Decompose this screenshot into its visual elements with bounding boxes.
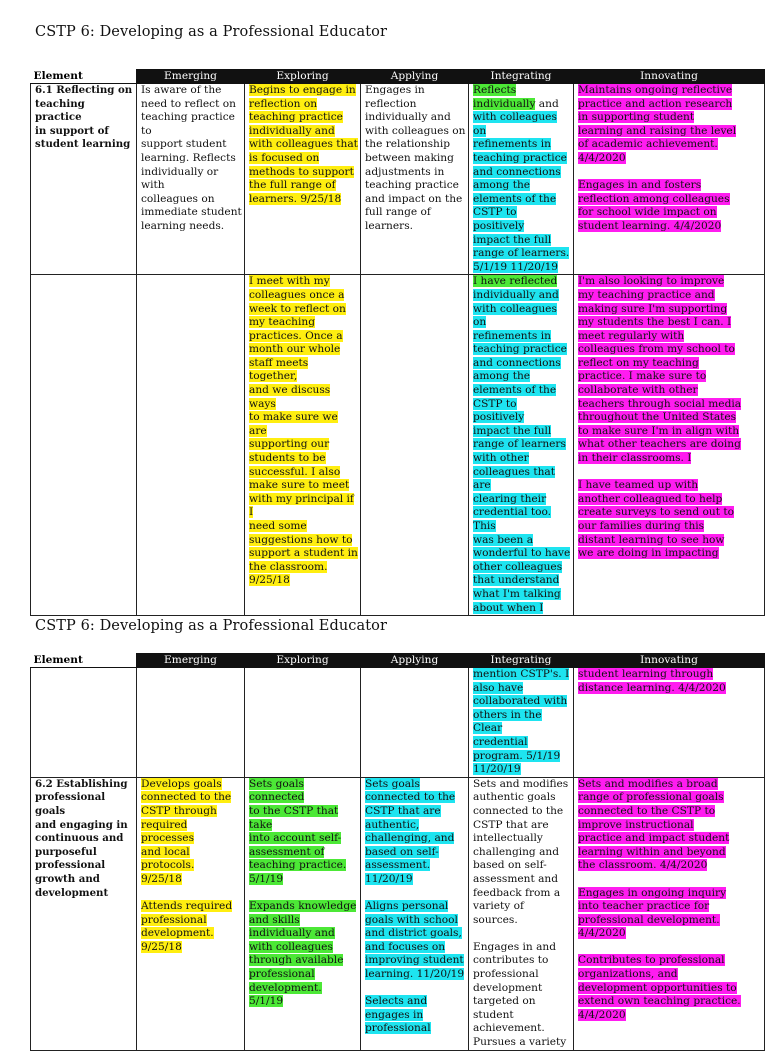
text-line: Expands knowledge xyxy=(249,900,357,913)
text-line: collaborated with xyxy=(473,695,568,708)
rubric-cell-integrating xyxy=(469,777,574,1050)
text-line: need to reflect on xyxy=(141,97,236,110)
text-line: impact the full xyxy=(473,424,552,437)
column-header-element: Element xyxy=(31,654,137,668)
text-line: practice and impact student xyxy=(578,832,730,845)
text-line: based on self- xyxy=(473,859,547,872)
text-line: development xyxy=(473,981,543,994)
text-line: CSTP through xyxy=(141,804,217,817)
text-line: Engages in and xyxy=(473,940,557,953)
text-line: targeted on xyxy=(473,995,536,1008)
text-line: goals with school xyxy=(365,913,458,926)
text-line: growth and xyxy=(35,872,100,885)
rubric-cell-exploring xyxy=(245,84,361,275)
text-line: Sets goals xyxy=(365,777,420,790)
text-line: practice and action research xyxy=(578,97,733,110)
text-line: the classroom. xyxy=(249,560,328,573)
text-line: my teaching xyxy=(249,316,315,329)
text-line: learning needs. xyxy=(141,219,225,232)
rubric-cell-innovating xyxy=(574,668,765,778)
text-line: into teacher practice for xyxy=(578,900,710,913)
text-line: variety of sources. xyxy=(473,900,524,926)
text-line: month our whole xyxy=(249,343,341,356)
text-line: improve instructional xyxy=(578,818,694,831)
text-line: connected to the xyxy=(141,791,232,804)
text-line: student learning xyxy=(35,138,131,151)
text-line: in their classrooms. I xyxy=(578,452,692,465)
text-line: our families during this xyxy=(578,520,705,532)
text-line: and impact on the xyxy=(365,192,463,205)
text-line: range of learners xyxy=(473,438,566,451)
text-line: I have teamed up with xyxy=(578,479,699,492)
text-line: professional xyxy=(249,968,315,981)
text-line: Selects and xyxy=(365,995,428,1008)
rubric-table xyxy=(30,69,765,616)
text-line: individually and xyxy=(249,124,335,137)
text-line: CSTP to positively xyxy=(473,397,525,424)
rubric-cell-emerging xyxy=(137,668,245,778)
column-header-element: Element xyxy=(31,70,137,84)
text-line: among the xyxy=(473,179,531,192)
text-line: 4/4/2020 xyxy=(578,927,626,940)
text-line: colleagues on xyxy=(141,192,215,205)
text-line: CSTP that are xyxy=(365,804,441,817)
table-row xyxy=(31,777,765,1050)
rubric-cell-exploring xyxy=(245,275,361,616)
text-line: create surveys to send out to xyxy=(578,506,734,519)
rubric-cell-exploring xyxy=(245,777,361,1050)
text-line: and local protocols. xyxy=(141,845,195,872)
text-line: based on self- xyxy=(365,845,439,858)
text-line: immediate student xyxy=(141,206,242,219)
text-line: the full range of xyxy=(249,179,336,192)
text-line: with colleagues that xyxy=(249,138,358,151)
text-line: individually and xyxy=(365,111,451,124)
text-line: assessment of xyxy=(249,845,325,858)
text-line: through available xyxy=(249,954,344,967)
column-header-exploring: Exploring xyxy=(245,654,361,668)
text-line: 4/4/2020 xyxy=(578,151,626,164)
table-row xyxy=(31,668,765,778)
text-line: reflection among colleagues xyxy=(578,192,730,205)
text-line: mention CSTP's. I xyxy=(473,668,570,680)
element-label-cell xyxy=(31,84,137,275)
text-line: 5/1/19 xyxy=(249,872,284,885)
text-line: professional xyxy=(473,968,539,981)
text-line: student xyxy=(473,1008,514,1021)
text-line: required processes xyxy=(141,818,195,845)
text-line: week to reflect on xyxy=(249,302,346,315)
text-line: for school wide impact on xyxy=(578,206,717,219)
rubric-cell-innovating xyxy=(574,84,765,275)
text-line: colleagues once a xyxy=(249,288,345,301)
text-line: purposeful xyxy=(35,845,97,858)
text-line: staff meets together, xyxy=(249,356,309,383)
text-line: professional xyxy=(141,913,207,926)
text-line: continuous and xyxy=(35,832,124,845)
text-line: reflection xyxy=(365,97,417,110)
rubric-cell-innovating xyxy=(574,777,765,1050)
text-line: with colleagues on xyxy=(473,111,557,137)
text-line: connected to the xyxy=(365,791,456,804)
text-line: elements of the xyxy=(473,192,557,205)
text-line: reflection on xyxy=(249,97,318,110)
column-header-exploring: Exploring xyxy=(245,70,361,84)
text-line: and engaging in xyxy=(35,818,128,831)
text-line: Sets and modifies a broad xyxy=(578,777,718,790)
column-header-integrating: Integrating xyxy=(469,70,574,84)
text-line: organizations, and xyxy=(578,968,678,981)
table-row xyxy=(31,84,765,275)
text-line: range of learners. xyxy=(473,247,570,260)
text-line: Sets and modifies xyxy=(473,777,569,790)
column-header-innovating: Innovating xyxy=(574,70,765,84)
text-line: making sure I'm supporting xyxy=(578,302,728,315)
text-line: learners. xyxy=(365,219,413,232)
text-line: teaching practice xyxy=(35,97,85,124)
text-line: elements of the xyxy=(473,384,557,397)
text-line: development opportunities to xyxy=(578,981,737,994)
text-line: professional xyxy=(35,859,106,872)
text-line: Sets goals connected xyxy=(249,777,305,804)
rubric-cell-applying xyxy=(361,668,469,778)
text-line: reflect on my teaching xyxy=(578,356,699,369)
text-line: contributes to xyxy=(473,954,549,967)
text-line: 9/25/18 xyxy=(141,940,182,953)
element-label xyxy=(35,778,134,900)
text-line: what I'm talking xyxy=(473,587,561,600)
text-line: teaching practice xyxy=(249,111,343,124)
column-header-innovating: Innovating xyxy=(574,654,765,668)
header-row xyxy=(31,654,765,668)
text-line: individually or with xyxy=(141,165,219,192)
column-header-applying: Applying xyxy=(361,654,469,668)
text-line: challenging, and xyxy=(365,832,455,845)
text-line: I'm also looking to improve xyxy=(578,275,725,288)
text-line: also have xyxy=(473,681,524,694)
text-line: individually and xyxy=(473,288,559,301)
rubric-cell-integrating xyxy=(469,668,574,778)
text-line: challenging and xyxy=(473,845,560,858)
text-line: others in the Clear xyxy=(473,708,542,735)
text-line: throughout the United States xyxy=(578,411,737,424)
text-line: 6.1 Reflecting on xyxy=(35,84,133,96)
text-line: with colleagues on xyxy=(473,302,557,329)
text-line: learning. Reflects xyxy=(141,151,236,164)
column-header-integrating: Integrating xyxy=(469,654,574,668)
text-line: another colleagued to help xyxy=(578,492,723,505)
text-line: to the CSTP that take xyxy=(249,804,339,831)
text-line: authentic, xyxy=(365,818,420,831)
text-line: students to be xyxy=(249,452,326,465)
text-line: that understand xyxy=(473,574,560,587)
text-line: distant learning to see how xyxy=(578,533,725,546)
text-line: 11/20/19 xyxy=(365,872,413,885)
text-line: credential too. This xyxy=(473,506,552,532)
text-line: practices. Once a xyxy=(249,329,343,342)
text-line: supporting our xyxy=(249,438,330,451)
text-line: individually xyxy=(473,97,536,110)
text-line: Engages in ongoing inquiry xyxy=(578,886,727,899)
text-line: practice. I make sure to xyxy=(578,370,707,383)
text-line: authentic goals xyxy=(473,791,556,804)
rubric-cell-innovating xyxy=(574,275,765,616)
text-line: with colleagues xyxy=(249,940,333,953)
text-line: 5/1/19 xyxy=(249,995,284,1008)
text-line: Is aware of the xyxy=(141,84,222,96)
text-line: assessment. xyxy=(365,859,431,872)
text-line: teaching practice to xyxy=(141,111,235,137)
text-line: and xyxy=(535,97,559,110)
text-line: connected to the CSTP to xyxy=(578,804,716,817)
table-row xyxy=(31,275,765,616)
text-line: assessment and xyxy=(473,872,559,885)
text-line: is focused on xyxy=(249,151,320,164)
text-line: student learning through xyxy=(578,668,714,680)
page-title: CSTP 6: Developing as a Professional Educator xyxy=(35,618,388,634)
text-line: learning and raising the level xyxy=(578,124,737,137)
rubric-cell-integrating xyxy=(469,275,574,616)
element-label xyxy=(35,84,134,152)
text-line: suggestions how to xyxy=(249,533,353,546)
text-line: professional goals xyxy=(35,791,106,817)
text-line: about when I xyxy=(473,601,544,614)
text-line: to make sure we are xyxy=(249,411,338,437)
text-line: learning within and beyond xyxy=(578,845,726,858)
text-line: learners. 9/25/18 xyxy=(249,192,342,205)
text-line: and district goals, xyxy=(365,927,462,940)
text-line: Aligns personal xyxy=(365,900,449,913)
text-line: support student xyxy=(141,138,227,151)
text-line: I meet with my xyxy=(249,275,330,288)
text-line: development xyxy=(35,886,109,899)
text-line: 9/25/18 xyxy=(249,574,290,587)
text-line: improving student xyxy=(365,954,464,967)
column-header-applying: Applying xyxy=(361,70,469,84)
text-line: methods to support xyxy=(249,165,354,178)
text-line: 9/25/18 xyxy=(141,872,182,885)
element-label-cell xyxy=(31,777,137,1050)
text-line: teaching practice xyxy=(473,151,567,164)
text-line: with other xyxy=(473,452,529,465)
rubric-cell-applying xyxy=(361,777,469,1050)
element-label-cell xyxy=(31,668,137,778)
text-line: other colleagues xyxy=(473,560,563,573)
text-line: and skills xyxy=(249,913,300,926)
text-line: achievement. xyxy=(473,1022,545,1035)
text-line: Engages in xyxy=(365,84,425,96)
text-line: successful. I also xyxy=(249,465,341,478)
text-line: need some xyxy=(249,520,307,532)
rubric-cell-applying xyxy=(361,275,469,616)
text-line: professional development. xyxy=(578,913,720,926)
rubric-cell-emerging xyxy=(137,275,245,616)
text-line: make sure to meet xyxy=(249,479,350,492)
text-line: feedback from a xyxy=(473,886,561,899)
text-line: in support of xyxy=(35,124,109,137)
column-header-emerging: Emerging xyxy=(137,654,245,668)
header-row xyxy=(31,70,765,84)
text-line: Pursues a variety xyxy=(473,1036,567,1049)
text-line: in supporting student xyxy=(578,111,695,124)
text-line: intellectually xyxy=(473,832,543,845)
text-line: collaborate with other xyxy=(578,384,698,397)
text-line: 4/4/2020 xyxy=(578,1008,626,1021)
text-line: teaching practice. xyxy=(249,859,347,872)
text-line: adjustments in xyxy=(365,165,445,178)
text-line: CSTP that are xyxy=(473,818,549,831)
text-line: and focuses on xyxy=(365,940,446,953)
text-line: the classroom. 4/4/2020 xyxy=(578,859,708,872)
text-line: colleagues that are xyxy=(473,465,556,492)
text-line: full range of xyxy=(365,206,431,219)
text-line: with my principal if I xyxy=(249,492,354,519)
text-line: development. xyxy=(249,981,322,994)
page-title: CSTP 6: Developing as a Professional Educator xyxy=(35,24,388,40)
text-line: with colleagues on xyxy=(365,124,466,137)
text-line: among the xyxy=(473,370,531,383)
text-line: professional xyxy=(365,1022,431,1035)
text-line: Contributes to professional xyxy=(578,954,725,967)
text-line: individually and xyxy=(249,927,335,940)
text-line: 6.2 Establishing xyxy=(35,777,128,790)
column-header-emerging: Emerging xyxy=(137,70,245,84)
text-line: into account self- xyxy=(249,832,342,845)
text-line: 11/20/19 xyxy=(473,763,521,776)
text-line: learning. 11/20/19 xyxy=(365,968,465,981)
text-line: what other teachers are doing xyxy=(578,438,741,451)
text-line: the relationship xyxy=(365,138,451,151)
text-line: refinements in xyxy=(473,138,551,151)
text-line: impact the full xyxy=(473,233,552,246)
text-line: meet regularly with xyxy=(578,329,685,342)
text-line: and connections xyxy=(473,165,561,178)
rubric-cell-applying xyxy=(361,84,469,275)
text-line: of academic achievement. xyxy=(578,138,718,151)
text-line: Attends required xyxy=(141,900,233,913)
text-line: credential xyxy=(473,735,528,748)
text-line: I have reflected xyxy=(473,275,558,288)
text-line: teaching practice xyxy=(365,179,459,192)
text-line: colleagues from my school to xyxy=(578,343,735,356)
text-line: distance learning. 4/4/2020 xyxy=(578,681,726,694)
text-line: connected to the xyxy=(473,804,564,817)
text-line: extend own teaching practice. xyxy=(578,995,741,1008)
rubric-cell-emerging xyxy=(137,84,245,275)
text-line: and we discuss ways xyxy=(249,384,331,410)
text-line: teaching practice xyxy=(473,343,567,356)
text-line: my teaching practice and xyxy=(578,288,715,301)
text-line: between making xyxy=(365,151,454,164)
text-line: clearing their xyxy=(473,492,547,505)
text-line: development. xyxy=(141,927,214,940)
text-line: 5/1/19 11/20/19 xyxy=(473,260,559,273)
text-line: Begins to engage in xyxy=(249,84,356,96)
rubric-cell-exploring xyxy=(245,668,361,778)
text-line: Reflects xyxy=(473,84,517,96)
text-line: range of professional goals xyxy=(578,791,724,804)
text-line: Develops goals xyxy=(141,777,222,790)
text-line: CSTP to positively xyxy=(473,206,525,232)
text-line: refinements in xyxy=(473,329,551,342)
text-line: we are doing in impacting xyxy=(578,547,719,560)
text-line: Engages in and fosters xyxy=(578,179,702,192)
text-line: student learning. 4/4/2020 xyxy=(578,219,722,232)
rubric-cell-integrating xyxy=(469,84,574,275)
rubric-cell-emerging xyxy=(137,777,245,1050)
text-line: and connections xyxy=(473,356,561,369)
text-line: my students the best I can. I xyxy=(578,316,732,329)
element-label-cell xyxy=(31,275,137,616)
text-line: engages in xyxy=(365,1008,424,1021)
text-line: was been a xyxy=(473,533,534,546)
text-line: teachers through social media xyxy=(578,397,742,410)
text-line: wonderful to have xyxy=(473,547,571,560)
text-line: to make sure I'm in align with xyxy=(578,424,740,437)
text-line: support a student in xyxy=(249,547,358,560)
rubric-table xyxy=(30,653,765,1051)
text-line: Maintains ongoing reflective xyxy=(578,84,733,96)
text-line: program. 5/1/19 xyxy=(473,749,561,762)
